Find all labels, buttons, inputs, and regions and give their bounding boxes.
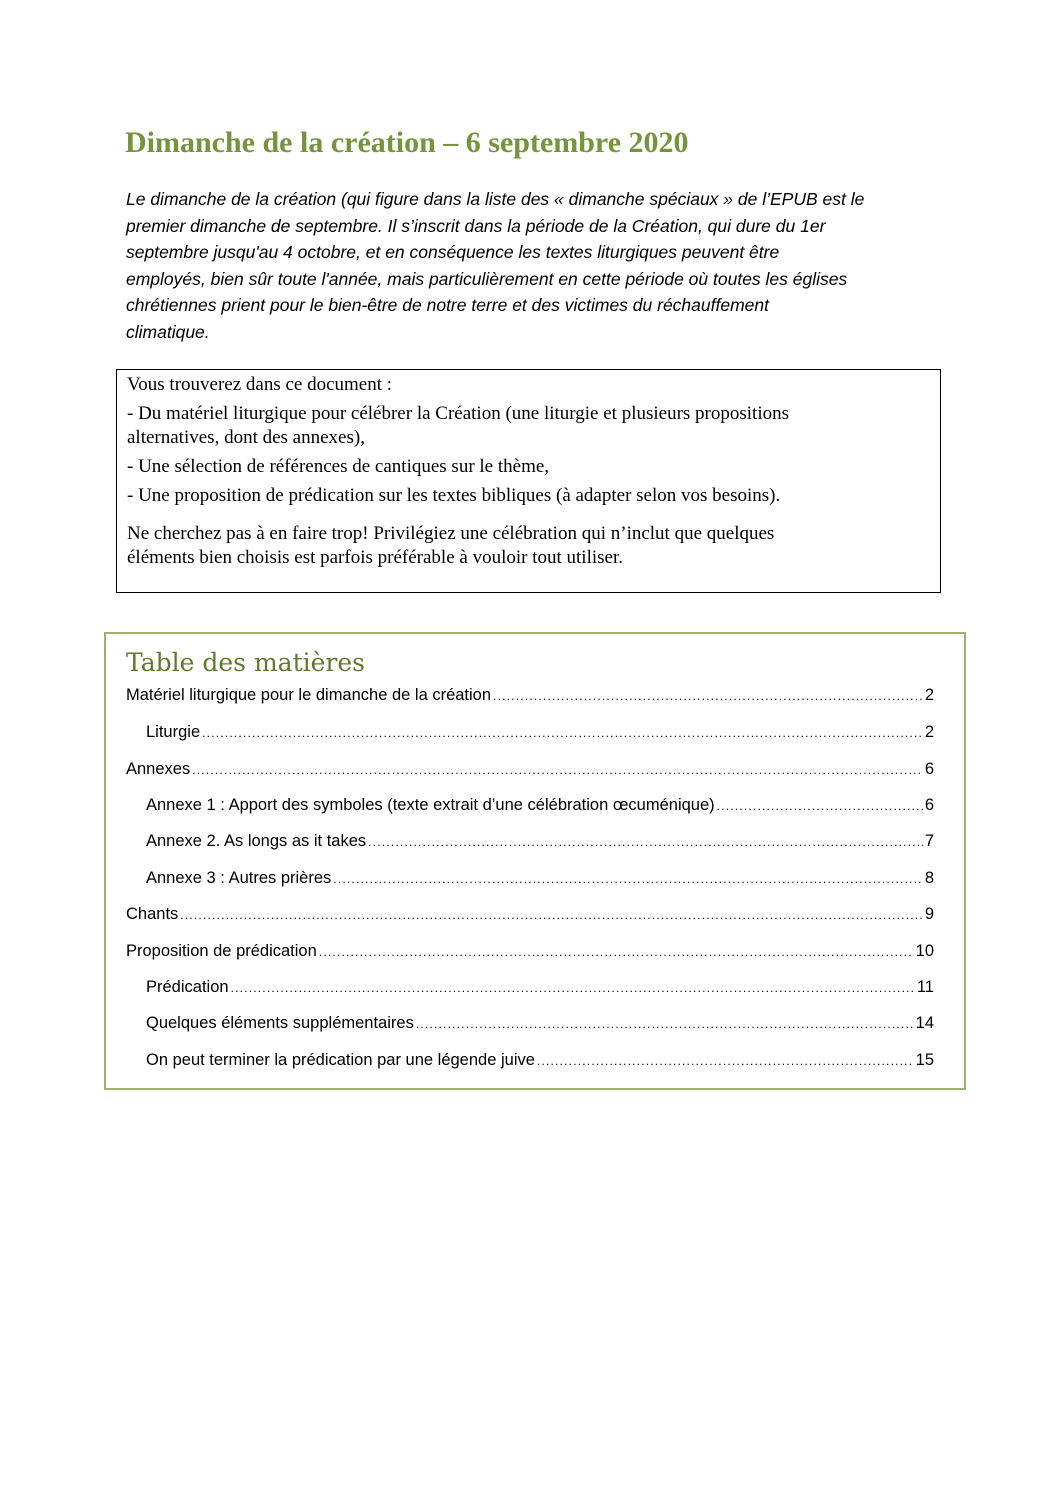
toc-page-number: 8 — [924, 869, 934, 887]
toc-leader-dots — [493, 685, 923, 707]
toc-page-number: 2 — [924, 723, 934, 741]
toc-entry-annexe-1[interactable] — [146, 794, 934, 816]
toc-entry-text: On peut terminer la prédication par une légende juive — [146, 1051, 535, 1069]
toc-entry-text: Prédication — [146, 978, 229, 996]
toc-entry-chants[interactable] — [126, 903, 934, 925]
box-note — [127, 522, 930, 570]
toc-page-number: 10 — [915, 942, 934, 960]
page-title: Dimanche de la création – 6 septembre 2020 — [125, 126, 689, 159]
box-item-sermon: - Une proposition de prédication sur les textes bibliques (à adapter selon vos besoins). — [127, 485, 781, 506]
toc-leader-dots — [333, 868, 923, 890]
toc-entry-elements-supplementaires[interactable] — [146, 1012, 934, 1034]
toc-entry-materiel-liturgique[interactable] — [126, 684, 934, 706]
toc-entry-predication[interactable] — [146, 976, 934, 998]
intro-line: climatique. — [126, 321, 210, 342]
toc-leader-dots — [537, 1050, 914, 1072]
toc-leader-dots — [192, 759, 923, 781]
intro-line: employés, bien sûr toute l'année, mais particulièrement en cette période où toutes les églises — [126, 268, 848, 289]
toc-entry-text: Matériel liturgique pour le dimanche de la création — [126, 686, 492, 704]
toc-leader-dots — [319, 941, 914, 963]
box-item-line: alternatives, dont des annexes), — [127, 427, 365, 448]
box-note-line: éléments bien choisis est parfois préférable à vouloir tout utiliser. — [127, 547, 623, 568]
toc-entry-text: Annexe 1 : Apport des symboles (texte extrait d’une célébration œcuménique) — [146, 796, 715, 814]
box-intro: Vous trouverez dans ce document : — [127, 374, 393, 395]
intro-line: Le dimanche de la création (qui figure dans la liste des « dimanche spéciaux » de l’EPUB est le — [126, 189, 865, 209]
toc-page-number: 11 — [916, 978, 934, 996]
toc-page-number: 14 — [915, 1014, 934, 1032]
box-note-line: Ne cherchez pas à en faire trop! Privilégiez une célébration qui n’inclut que quelques — [127, 523, 775, 544]
box-item-line: - Du matériel liturgique pour célébrer la Création (une liturgie et plusieurs propositions — [127, 403, 790, 424]
toc-leader-dots — [180, 904, 923, 926]
box-item-songs: - Une sélection de références de cantiques sur le thème, — [127, 456, 550, 477]
toc-leader-dots — [202, 722, 923, 744]
toc-page-number: 7 — [924, 832, 934, 850]
toc-leader-dots — [717, 795, 923, 817]
toc-entry-text: Annexe 3 : Autres prières — [146, 869, 332, 887]
document-contents-box — [116, 369, 941, 593]
intro-paragraph — [126, 186, 946, 345]
toc-page-number: 2 — [924, 686, 934, 704]
toc-page-number: 9 — [924, 905, 934, 923]
toc-page-number: 6 — [924, 760, 934, 778]
intro-line: septembre jusqu'au 4 octobre, et en conséquence les textes liturgiques peuvent être — [126, 242, 780, 262]
toc-entry-liturgie[interactable] — [146, 721, 934, 743]
toc-page-number: 6 — [924, 796, 934, 814]
toc-entry-text: Chants — [126, 905, 179, 923]
toc-entry-text: Quelques éléments supplémentaires — [146, 1014, 414, 1032]
toc-entry-legende-juive[interactable] — [146, 1049, 934, 1071]
toc-entry-proposition-predication[interactable] — [126, 940, 934, 962]
toc-entry-text: Annexes — [126, 760, 191, 778]
toc-entry-annexe-2[interactable] — [146, 830, 934, 852]
table-of-contents — [104, 632, 966, 1090]
toc-entry-annexe-3[interactable] — [146, 867, 934, 889]
toc-entry-text: Liturgie — [146, 723, 201, 741]
intro-line: chrétiennes prient pour le bien-être de notre terre et des victimes du réchauffement — [126, 295, 769, 315]
toc-entry-text: Annexe 2. As longs as it takes — [146, 832, 367, 850]
box-item-liturgy — [127, 402, 930, 450]
toc-leader-dots — [231, 977, 915, 999]
toc-page-number: 15 — [915, 1051, 934, 1069]
toc-entry-text: Proposition de prédication — [126, 942, 317, 960]
toc-leader-dots — [416, 1013, 914, 1035]
intro-line: premier dimanche de septembre. Il s’inscrit dans la période de la Création, qui dure du 1er — [126, 215, 826, 236]
toc-entry-annexes[interactable] — [126, 758, 934, 780]
toc-heading: Table des matières — [126, 648, 365, 677]
toc-leader-dots — [368, 831, 923, 853]
